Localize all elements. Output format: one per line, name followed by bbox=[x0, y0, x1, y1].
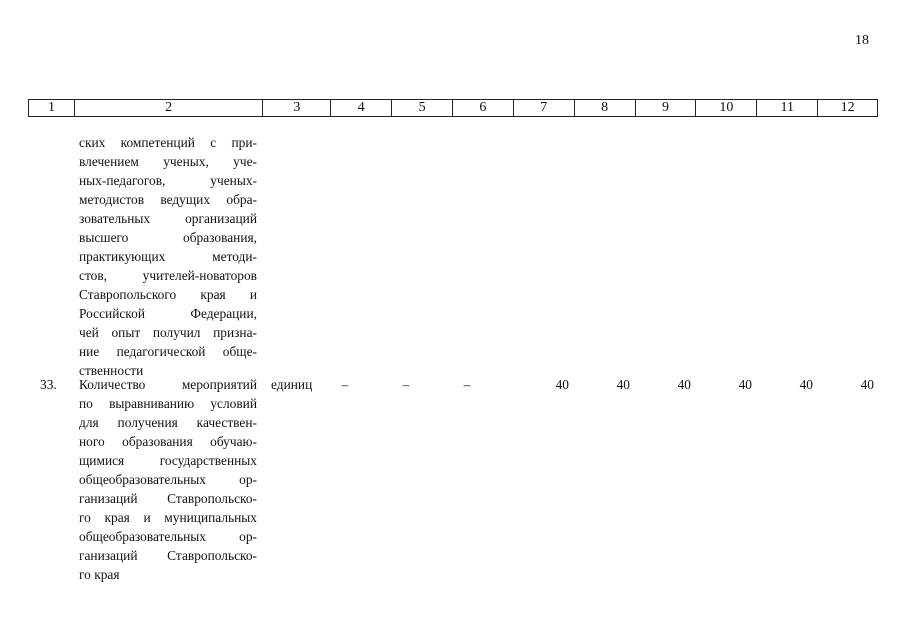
text-line: ских компетенций с при- bbox=[79, 135, 257, 150]
page-number: 18 bbox=[855, 33, 869, 48]
header-cell: 7 bbox=[513, 100, 574, 116]
text-line: по выравниванию условий bbox=[79, 396, 257, 411]
header-cell: 9 bbox=[635, 100, 696, 116]
value-cell: – bbox=[402, 377, 410, 392]
value-cell: – bbox=[341, 377, 349, 392]
header-cell: 4 bbox=[330, 100, 391, 116]
header-cell: 10 bbox=[695, 100, 756, 116]
text-line: ганизаций Ставропольско- bbox=[79, 548, 257, 563]
value-cell: 40 bbox=[738, 377, 752, 392]
text-line: Количество мероприятий bbox=[79, 377, 257, 392]
text-line: го края bbox=[79, 567, 120, 582]
text-line: влечением ученых, уче- bbox=[79, 154, 257, 169]
header-cell: 2 bbox=[74, 100, 263, 116]
value-cell: 40 bbox=[799, 377, 813, 392]
value-cell: 40 bbox=[860, 377, 874, 392]
value-cell: 40 bbox=[677, 377, 691, 392]
header-cell: 3 bbox=[262, 100, 330, 116]
text-line: Российской Федерации, bbox=[79, 306, 257, 321]
header-cell: 5 bbox=[391, 100, 452, 116]
table-header-row bbox=[28, 99, 878, 117]
text-line: ганизаций Ставропольско- bbox=[79, 491, 257, 506]
value-cell: 40 bbox=[616, 377, 630, 392]
text-line: ного образования обучаю- bbox=[79, 434, 257, 449]
text-line: зовательных организаций bbox=[79, 211, 257, 226]
text-line: высшего образования, bbox=[79, 230, 257, 245]
value-cell: – bbox=[463, 377, 471, 392]
text-line: чей опыт получил призна- bbox=[79, 325, 257, 340]
text-line: стов, учителей-новаторов bbox=[79, 268, 257, 283]
text-line: ных-педагогов, ученых- bbox=[79, 173, 257, 188]
header-cell: 12 bbox=[817, 100, 877, 116]
header-cell: 11 bbox=[756, 100, 817, 116]
text-line: практикующих методи- bbox=[79, 249, 257, 264]
text-line: общеобразовательных ор- bbox=[79, 472, 257, 487]
row-number: 33. bbox=[40, 377, 57, 392]
text-line: Ставропольского края и bbox=[79, 287, 257, 302]
text-line: щимися государственных bbox=[79, 453, 257, 468]
header-cell: 1 bbox=[47, 100, 55, 115]
text-line: общеобразовательных ор- bbox=[79, 529, 257, 544]
value-cell: 40 bbox=[555, 377, 569, 392]
text-line: для получения качествен- bbox=[79, 415, 257, 430]
unit-cell: единиц bbox=[271, 377, 313, 392]
text-line: го края и муниципальных bbox=[79, 510, 257, 525]
text-line: ственности bbox=[79, 363, 144, 378]
header-cell: 6 bbox=[452, 100, 513, 116]
header-cell: 8 bbox=[574, 100, 635, 116]
continued-description bbox=[79, 133, 257, 380]
text-line: ние педагогической обще- bbox=[79, 344, 257, 359]
text-line: методистов ведущих обра- bbox=[79, 192, 257, 207]
row-description bbox=[79, 375, 257, 584]
